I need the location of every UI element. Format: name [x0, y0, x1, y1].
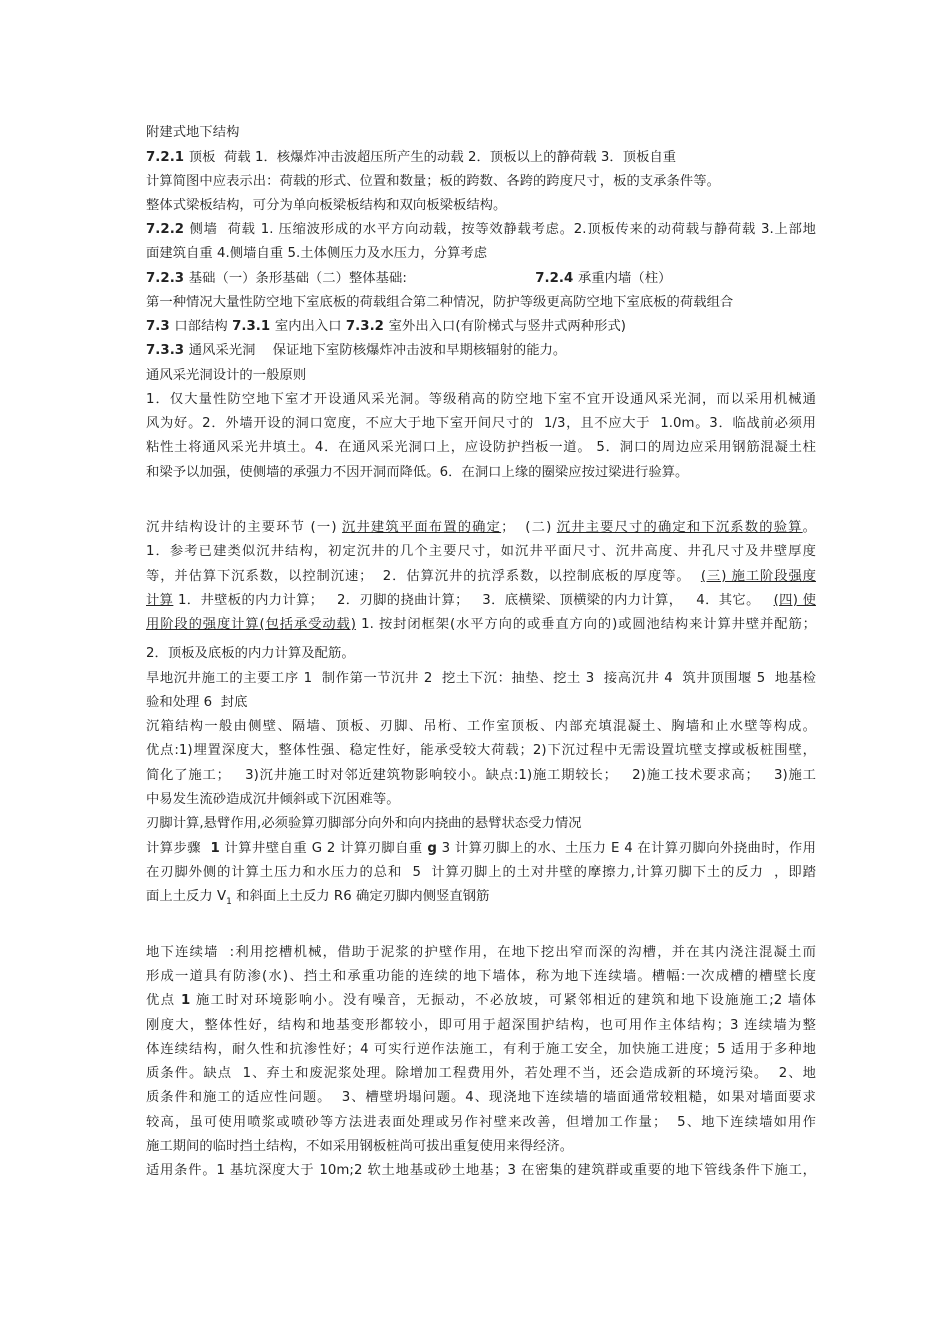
text-line — [146, 1017, 816, 1035]
text-run: 刚度大，整体性好，结构和地基变形都较小，即可用于超深围护结构，也可用作主体结构；3 连续墙为整 — [146, 1018, 816, 1033]
bold-text: 7.2.4 — [535, 271, 578, 286]
text-run: 面上土反力 V — [146, 889, 227, 904]
underlined-text: 用阶段的强度计算(包括承受动载) — [146, 617, 356, 632]
text-line — [146, 464, 816, 482]
text-line — [146, 1162, 816, 1180]
text-run: 侧墙 荷载 1. 压缩波形成的水平方向动载，按等效静载考虑。2.顶板传来的动荷载与静荷载 3.上部地 — [189, 222, 816, 237]
bold-text: 1 — [181, 993, 191, 1008]
text-run: 中易发生流砂造成沉井倾斜或下沉困难等。 — [146, 792, 400, 807]
text-line — [146, 568, 816, 586]
text-line — [146, 815, 816, 833]
text-run: 面建筑自重 4.侧墙自重 5.土体侧压力及水压力，分算考虑 — [146, 246, 488, 261]
text-line — [146, 245, 816, 263]
text-line — [146, 767, 816, 785]
bold-text: 7.2.1 — [146, 150, 189, 165]
text-line — [146, 592, 816, 610]
text-line — [146, 840, 816, 858]
text-line — [146, 1089, 816, 1107]
underlined-text: (四) 使 — [773, 593, 816, 608]
text-line — [146, 718, 816, 736]
text-run: 1. 按封闭框架(水平方向的或垂直方向的)或圆池结构来计算井壁并配筋； — [355, 617, 816, 632]
text-line — [146, 519, 816, 537]
text-run: 第一种情况大量性防空地下室底板的荷载组合第二种情况，防护等级更高防空地下室底板的荷载组合 — [146, 295, 734, 310]
text-run: 口部结构 — [174, 319, 233, 334]
text-line — [146, 270, 816, 288]
text-run: 刃脚计算,悬臂作用,必须验算刃脚部分向外和向内挠曲的悬臂状态受力情况 — [146, 816, 582, 831]
text-run: 适用条件。1 基坑深度大于 10m;2 软土地基或砂土地基；3 在密集的建筑群或重要的地下管线条件下施工， — [146, 1163, 816, 1178]
text-run: 1．仅大量性防空地下室才开设通风采光洞。等级稍高的防空地下室不宜开设通风采光洞，而以采用机械通 — [146, 392, 816, 407]
text-run: 体连续结构，耐久性和抗渗性好；4 可实行逆作法施工，有利于施工安全，加快施工进度；5 适用于多种地 — [146, 1042, 816, 1057]
text-run: 1．井壁板的内力计算； 2．刃脚的挠曲计算； 3．底横梁、顶横梁的内力计算， 4．其它。 — [173, 593, 774, 608]
text-line — [146, 221, 816, 239]
text-run: 在刃脚外侧的计算土压力和水压力的总和 5 计算刃脚上的土对井壁的摩擦力,计算刃脚下土的反力 ，即踏 — [146, 865, 816, 880]
underlined-text: 沉井主要尺寸的确定和下沉系数的验算 — [556, 520, 803, 535]
text-run: 验和处理 6 封底 — [146, 695, 248, 710]
text-line — [146, 1114, 816, 1132]
text-run: 质条件和施工的适应性问题。 3、槽壁坍塌问题。4、现浇地下连续墙的墙面通常较粗糙，如果对墙面要求 — [146, 1090, 816, 1105]
text-run: ； (二) — [501, 520, 557, 535]
text-line — [146, 197, 816, 215]
text-run: 计算简图中应表示出：荷载的形式、位置和数量；板的跨数、各跨的跨度尺寸，板的支承条件等。 — [146, 174, 720, 189]
text-line — [146, 670, 816, 688]
text-line — [146, 543, 816, 561]
text-run: 优点:1)埋置深度大，整体性强、稳定性好，能承受较大荷载；2)下沉过程中无需设置坑壁支撑或板桩围壁， — [146, 743, 816, 758]
text-run: 和梁予以加强，使侧墙的承强力不因开洞而降低。6．在洞口上缘的圈梁应按过梁进行验算。 — [146, 465, 689, 480]
bold-text: 7.3.2 — [345, 319, 389, 334]
text-run: 沉井结构设计的主要环节 (一) — [146, 520, 342, 535]
text-run: 计算步骤 — [146, 841, 211, 856]
bold-text: 7.3.3 — [146, 343, 189, 358]
text-run: 通风采光洞 保证地下室防核爆炸冲击波和早期核辐射的能力。 — [188, 343, 567, 358]
text-line — [146, 391, 816, 409]
text-line — [146, 742, 816, 760]
text-run: 较高，虽可使用喷浆或喷砂等方法进表面处理或另作衬壁来改善，但增加工作量； 5、地下连续墙如用作 — [146, 1115, 816, 1130]
bold-text: 7.3.1 — [232, 319, 275, 334]
text-run: 地下连续墙 :利用挖槽机械，借助于泥浆的护壁作用，在地下挖出窄而深的沟槽，并在其内浇注混凝土而 — [146, 945, 816, 960]
text-line — [146, 149, 816, 167]
text-run: 旱地沉井施工的主要工序 1 制作第一节沉井 2 挖土下沉：抽垫、挖土 3 接高沉井 4 筑井顶围堰 5 地基检 — [146, 671, 816, 686]
underlined-text: (三) 施工阶段强度 — [700, 569, 816, 584]
text-run: 沉箱结构一般由侧壁、隔墙、顶板、刃脚、吊桁、工作室顶板、内部充填混凝土、胸墙和止水壁等构成。 — [146, 719, 816, 734]
text-run: 施工期间的临时挡土结构，不如采用钢板桩尚可拔出重复使用来得经济。 — [146, 1139, 574, 1154]
bold-text: 7.2.3 — [146, 271, 189, 286]
text-run: 。 — [802, 520, 816, 535]
text-run: 风为好。2．外墙开设的洞口宽度，不应大于地下室开间尺寸的 1/3，且不应大于 1.0m。3．临战前必须用 — [146, 416, 816, 431]
text-run: 整体式梁板结构，可分为单向板梁板结构和双向板梁板结构。 — [146, 198, 507, 213]
text-run: 质条件。缺点 1、弃土和废泥浆处理。除增加工程费用外，若处理不当，还会造成新的环境污染。 2、地 — [146, 1066, 816, 1081]
text-line — [146, 864, 816, 882]
text-line — [146, 173, 816, 191]
text-run: 附建式地下结构 — [146, 125, 240, 140]
bold-text: 7.2.2 — [146, 222, 190, 237]
text-line — [146, 1138, 816, 1156]
bold-text: 7.3 — [146, 319, 175, 334]
text-run: 形成一道具有防渗(水)、挡土和承重功能的连续的地下墙体，称为地下连续墙。槽幅:一次成槽的槽壁长度 — [146, 969, 816, 984]
text-line — [146, 616, 816, 634]
text-line — [146, 992, 816, 1010]
text-run: 等，并估算下沉系数，以控制沉速； 2．估算沉井的抗浮系数，以控制底板的厚度等。 — [146, 569, 701, 584]
text-run: 简化了施工； 3)沉井施工时对邻近建筑物影响较小。缺点:1)施工期较长； 2)施工技术要求高； 3)施工 — [146, 768, 816, 783]
text-run: 计算井壁自重 G 2 计算刃脚自重 — [219, 841, 428, 856]
text-line — [146, 439, 816, 457]
text-line — [146, 124, 816, 142]
text-line — [146, 694, 816, 712]
text-run: 优点 — [146, 993, 182, 1008]
bold-text: 1 — [210, 841, 220, 856]
bold-text: g — [427, 841, 437, 856]
text-run: 顶板 荷载 1．核爆炸冲击波超压所产生的动载 2．顶板以上的静荷载 3．顶板自重 — [188, 150, 677, 165]
text-run: 粘性土将通风采光井填土。4．在通风采光洞口上，应设防护挡板一道。 5．洞口的周边应采用钢筋混凝土柱 — [146, 440, 816, 455]
text-run: 施工时对环境影响小。没有噪音，无振动，不必放坡，可紧邻相近的建筑和地下设施施工;2 墙体 — [190, 993, 816, 1008]
text-line — [146, 888, 816, 911]
text-line — [146, 791, 816, 809]
text-line — [146, 944, 816, 962]
underlined-text: 沉井建筑平面布置的确定 — [341, 520, 502, 535]
text-run: 基础（一）条形基础（二）整体基础: — [188, 271, 536, 286]
text-line — [146, 1041, 816, 1059]
text-run: 和斜面上土反力 R6 确定刃脚内侧竖直钢筋 — [231, 889, 490, 904]
text-line — [146, 415, 816, 433]
text-run: 1．参考已建类似沉井结构，初定沉井的几个主要尺寸，如沉井平面尺寸、沉井高度、井孔尺寸及井壁厚度 — [146, 544, 816, 559]
subscript-text: 1 — [226, 897, 232, 907]
text-line — [146, 1065, 816, 1083]
text-line — [146, 318, 816, 336]
text-line — [146, 342, 816, 360]
text-line — [146, 645, 816, 663]
text-line — [146, 294, 816, 312]
text-run: 承重内墙（柱） — [577, 271, 672, 286]
text-run: 3 计算刃脚上的水、土压力 E 4 在计算刃脚向外挠曲时，作用 — [436, 841, 816, 856]
text-line — [146, 367, 816, 385]
text-run: 2．顶板及底板的内力计算及配筋。 — [146, 646, 355, 661]
underlined-text: 计算 — [146, 593, 174, 608]
text-run: 通风采光洞设计的一般原则 — [146, 368, 307, 383]
text-line — [146, 968, 816, 986]
text-run: 室外出入口(有阶梯式与竖井式两种形式) — [388, 319, 627, 334]
text-run: 室内出入口 — [274, 319, 346, 334]
